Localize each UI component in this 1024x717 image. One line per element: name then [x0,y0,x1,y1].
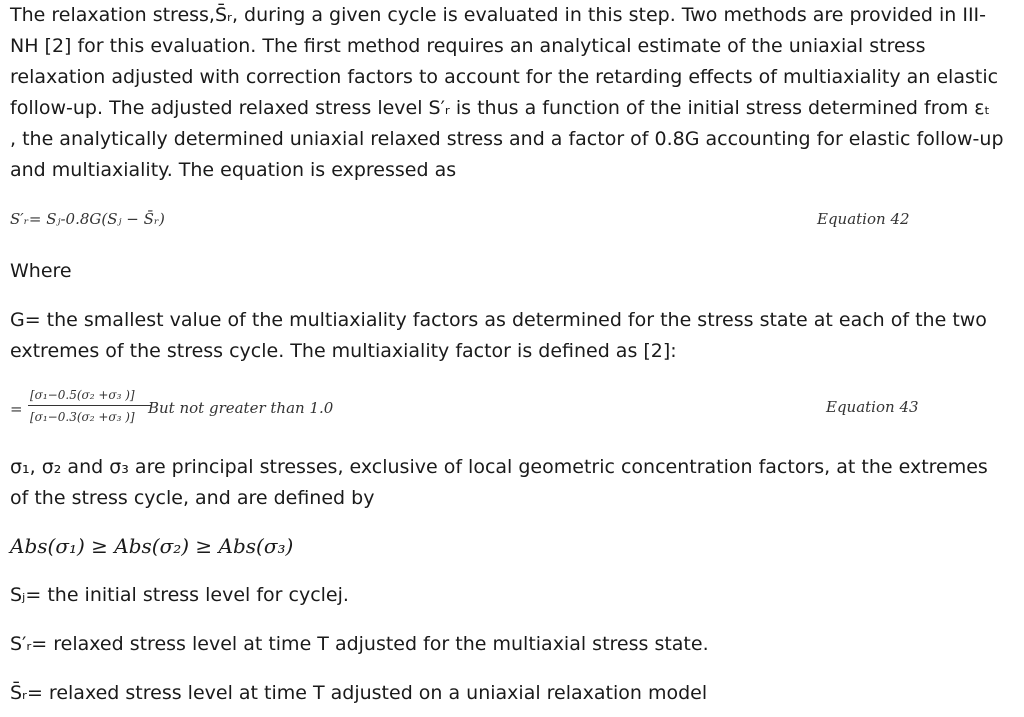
principal-stresses-line-2: of the stress cycle, and are defined by [10,487,375,509]
equation-42-label: Equation 42 [817,210,910,228]
equation-43-label: Equation 43 [826,398,919,416]
paragraph-1-line-4: follow-up. The adjusted relaxed stress level S′ᵣ is thus a function of the initial stress determined from εₜ [10,97,991,119]
equation-43-denominator: [σ₁−0.3(σ₂ +σ₃ )] [30,410,135,424]
paragraph-1-line-1: The relaxation stress,S̄ᵣ, during a given cycle is evaluated in this step. Two methods are provided in III- [10,4,987,26]
equation-43-fraction-bar [28,405,152,406]
g-definition-line-2: extremes of the stress cycle. The multiaxiality factor is defined as [2]: [10,340,677,362]
equation-42-expression: S′ᵣ= Sⱼ-0.8G(Sⱼ − S̄ᵣ) [10,210,165,228]
principal-stresses-line-1: σ₁, σ₂ and σ₃ are principal stresses, exclusive of local geometric concentration factors, at the extremes [10,456,988,478]
abs-relation: Abs(σ₁) ≥ Abs(σ₂) ≥ Abs(σ₃) [10,534,294,558]
paragraph-1-line-2: NH [2] for this evaluation. The first method requires an analytical estimate of the uniaxial stress [10,35,926,57]
equation-43-note: But not greater than 1.0 [148,399,334,417]
paragraph-1-line-6: and multiaxiality. The equation is expressed as [10,159,457,181]
equation-43-equals: = [10,400,23,418]
where-label: Where [10,260,72,282]
g-definition-line-1: G= the smallest value of the multiaxiality factors as determined for the stress state at each of the two [10,309,987,331]
sr-bar-definition: S̄ᵣ= relaxed stress level at time T adjusted on a uniaxial relaxation model [10,682,708,704]
equation-43-numerator: [σ₁−0.5(σ₂ +σ₃ )] [30,388,135,402]
sj-definition: Sⱼ= the initial stress level for cyclej. [10,584,349,606]
sr-prime-definition: S′ᵣ= relaxed stress level at time T adjusted for the multiaxial stress state. [10,633,709,655]
paragraph-1-line-5: , the analytically determined uniaxial relaxed stress and a factor of 0.8G accounting for elastic follow-up [10,128,1004,150]
paragraph-1-line-3: relaxation adjusted with correction factors to account for the retarding effects of multiaxiality an elastic [10,66,999,88]
